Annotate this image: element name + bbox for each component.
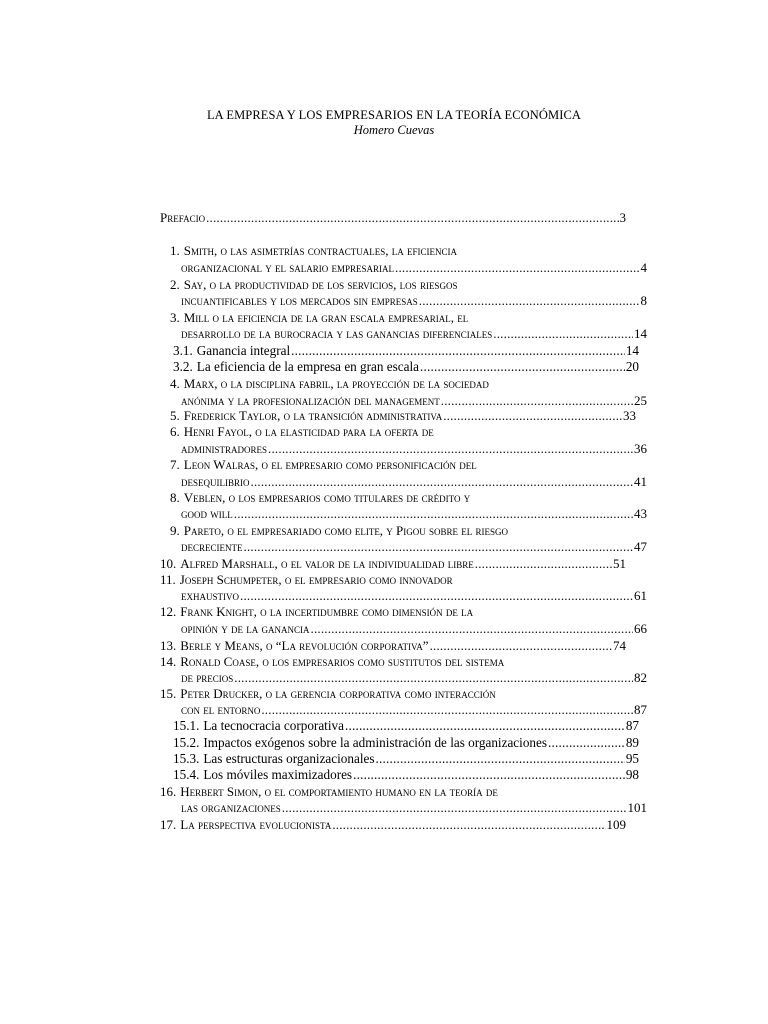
toc-leader-dots xyxy=(268,440,633,457)
toc-entry-number: 15.4. xyxy=(173,767,200,782)
toc-entry-line xyxy=(160,538,647,555)
toc-leader-dots xyxy=(234,505,633,522)
toc-leader-dots xyxy=(548,734,625,751)
document-author: Homero Cuevas xyxy=(353,123,435,137)
toc-entry-text: incuantificables y los mercados sin empresas xyxy=(181,293,418,308)
toc-entry-page: 82 xyxy=(634,670,647,685)
toc-entry-line xyxy=(160,342,639,359)
toc-leader-dots xyxy=(311,620,634,637)
toc-entry-page: 20 xyxy=(625,359,639,374)
toc-entry-number: 8. xyxy=(170,490,180,505)
toc-entry-number: 16. xyxy=(160,784,177,799)
toc-entry-line xyxy=(160,407,636,424)
toc-entry-text: La eficiencia de la empresa en gran escala xyxy=(196,359,419,374)
toc-entry-text: con el entorno xyxy=(181,702,261,717)
toc-entry-text: Las estructuras organizacionales xyxy=(203,751,375,766)
toc-entry-number: 1. xyxy=(170,243,180,258)
toc-entry-page: 95 xyxy=(625,751,639,766)
toc-entry-text: Pareto, o el empresariado como elite, y Pigou sobre el riesgo xyxy=(183,523,509,538)
toc-entry-prefacio xyxy=(160,209,626,226)
toc-entry-text: Los móviles maximizadores xyxy=(203,767,353,782)
toc-entry-text: La tecnocracia corporativa xyxy=(203,718,344,733)
toc-entry-text: Marx, o la disciplina fabril, la proyección de la sociedad xyxy=(183,376,489,391)
toc-entry-page: 74 xyxy=(613,638,626,653)
toc-entry-line xyxy=(160,783,626,800)
toc-leader-dots xyxy=(420,358,625,375)
toc-entry-text: decreciente xyxy=(181,539,243,554)
toc-entry-number: 15. xyxy=(160,686,177,701)
toc-entry-text: desequilibrio xyxy=(181,474,250,489)
toc-entry-text: Ganancia integral xyxy=(196,343,291,358)
toc-entry-line xyxy=(160,423,626,440)
toc-entry-page: 101 xyxy=(627,800,647,815)
toc-entry-text: administradores xyxy=(181,441,268,456)
toc-entry-line xyxy=(160,750,639,767)
toc-entry-line xyxy=(160,669,647,686)
toc-entry-line xyxy=(160,555,626,572)
toc-entry-text: Herbert Simon, o el comportamiento humano en la teoría de xyxy=(180,784,498,799)
toc-entry-text: desarrollo de la burocracia y las ganancias diferenciales xyxy=(181,326,493,341)
toc-entry-page: 43 xyxy=(634,506,647,521)
toc-entry-line xyxy=(160,440,647,457)
toc-leader-dots xyxy=(443,407,622,424)
toc-leader-dots xyxy=(234,669,633,686)
toc-entry-text: Impactos exógenos sobre la administración de las organizaciones xyxy=(203,735,547,750)
toc-entry-number: 9. xyxy=(170,523,180,538)
toc-leader-dots xyxy=(419,292,640,309)
toc-entry-page: 4 xyxy=(640,260,647,275)
toc-entry-page: 87 xyxy=(634,702,647,717)
toc-leader-dots xyxy=(261,701,633,718)
toc-entry-line xyxy=(160,620,647,637)
toc-entry-text: Joseph Schumpeter, o el empresario como innovador xyxy=(179,572,453,587)
toc-entry-number: 3.1. xyxy=(173,343,193,358)
toc-leader-dots xyxy=(251,473,634,490)
toc-entry-line xyxy=(160,701,647,718)
toc-entry-line xyxy=(160,292,647,309)
toc-entry-page: 14 xyxy=(634,326,647,341)
toc-leader-dots xyxy=(376,750,625,767)
toc-entry-text: de precios xyxy=(181,670,234,685)
toc-entry-text: opinión y de la ganancia xyxy=(181,621,310,636)
toc-leader-dots xyxy=(282,799,627,816)
document-title: LA EMPRESA Y LOS EMPRESARIOS EN LA TEORÍA ECONÓMICA xyxy=(206,108,582,122)
toc-entry-number: 7. xyxy=(170,457,180,472)
toc-entry-page: 41 xyxy=(634,474,647,489)
toc-entry-text: Smith, o las asimetrías contractuales, la eficiencia xyxy=(183,243,457,258)
toc-leader-dots xyxy=(291,342,625,359)
toc-entry-line xyxy=(160,717,639,734)
toc-entry-text: anónima y la profesionalización del management xyxy=(181,393,440,408)
toc-entry-line xyxy=(160,734,639,751)
toc-entry-text: Frederick Taylor, o la transición administrativa xyxy=(183,408,443,423)
toc-entry-line xyxy=(160,242,626,259)
toc-entry-text: Berle y Means, o “La revolución corporativa” xyxy=(180,638,429,653)
toc-entry-text: La perspectiva evolucionista xyxy=(180,817,332,832)
toc-entry-number: 3.2. xyxy=(173,359,193,374)
toc-leader-dots xyxy=(206,209,618,226)
toc-leader-dots xyxy=(244,538,634,555)
toc-entry-page: 51 xyxy=(613,556,626,571)
toc-entry-number: 14. xyxy=(160,654,177,669)
toc-leader-dots xyxy=(240,587,633,604)
toc-entry-text: Leon Walras, o el empresario como personificación del xyxy=(183,457,477,472)
toc-entry-number: 5. xyxy=(170,408,180,423)
toc-entry-line xyxy=(160,637,626,654)
toc-entry-line xyxy=(160,309,626,326)
toc-leader-dots xyxy=(353,766,625,783)
toc-entry-page: 8 xyxy=(640,293,647,308)
toc-entry-text: Peter Drucker, o la gerencia corporativa como interacción xyxy=(180,686,496,701)
toc-entry-number: 15.1. xyxy=(173,718,200,733)
toc-entry-number: 13. xyxy=(160,638,177,653)
toc-entry-page: 89 xyxy=(625,735,639,750)
toc-entry-line xyxy=(160,505,647,522)
toc-entry-text: Henri Fayol, o la elasticidad para la oferta de xyxy=(183,424,434,439)
toc-entry-page: 33 xyxy=(623,408,636,423)
toc-entry-text: Say, o la productividad de los servicios, los riesgos xyxy=(183,277,458,292)
toc-entry-line xyxy=(160,489,626,506)
toc-entry-line xyxy=(160,522,626,539)
toc-entry-number: 11. xyxy=(160,572,176,587)
toc-entry-text: las organizaciones xyxy=(181,800,281,815)
toc-entry-number: 6. xyxy=(170,424,180,439)
toc-entry-page: 61 xyxy=(634,588,647,603)
toc-entry-line xyxy=(160,816,626,833)
toc-leader-dots xyxy=(332,816,605,833)
toc-leader-dots xyxy=(475,555,612,572)
toc-leader-dots xyxy=(493,325,633,342)
toc-entry-line xyxy=(160,375,626,392)
toc-entry-page: 14 xyxy=(625,343,639,358)
toc-entry-line xyxy=(160,603,626,620)
toc-entry-line xyxy=(160,766,639,783)
toc-entry-page: 66 xyxy=(634,621,647,636)
toc-entry-number: 12. xyxy=(160,604,177,619)
toc-entry-number: 2. xyxy=(170,277,180,292)
toc-entry-line xyxy=(160,276,626,293)
toc-entry-line xyxy=(160,358,639,375)
toc-entry-number: 10. xyxy=(160,556,177,571)
toc-entry-page: 87 xyxy=(625,718,639,733)
toc-entry-page: 3 xyxy=(619,210,626,225)
toc-entry-text: exhaustivo xyxy=(181,588,239,603)
toc-entry-line xyxy=(160,653,626,670)
toc-entry-number: 17. xyxy=(160,817,177,832)
toc-entry-page: 36 xyxy=(634,441,647,456)
toc-entry-line xyxy=(160,259,647,276)
toc-entry-line xyxy=(160,456,626,473)
toc-entry-text: Ronald Coase, o los empresarios como sustitutos del sistema xyxy=(180,654,505,669)
toc-entry-text: Mill o la eficiencia de la gran escala empresarial, el xyxy=(183,310,469,325)
toc-entry-page: 109 xyxy=(606,817,626,832)
toc-leader-dots xyxy=(430,637,612,654)
toc-entry-text: Veblen, o los empresarios como titulares de crédito y xyxy=(183,490,471,505)
toc-entry-number: 15.3. xyxy=(173,751,200,766)
toc-entry-line xyxy=(160,685,626,702)
toc-leader-dots xyxy=(345,717,625,734)
toc-entry-number: 4. xyxy=(170,376,180,391)
toc-entry-text: good will xyxy=(181,506,233,521)
toc-entry-line xyxy=(160,587,647,604)
toc-entry-line xyxy=(160,799,647,816)
toc-entry-page: 98 xyxy=(625,767,639,782)
toc-entry-line xyxy=(160,325,647,342)
toc-entry-line xyxy=(160,473,647,490)
toc-entry-text: Prefacio xyxy=(160,210,206,225)
toc-leader-dots xyxy=(395,259,640,276)
toc-entry-text: organizacional y el salario empresarial xyxy=(181,260,394,275)
toc-entry-text: Frank Knight, o la incertidumbre como dimensión de la xyxy=(180,604,474,619)
toc-entry-page: 25 xyxy=(634,393,647,408)
toc-entry-number: 3. xyxy=(170,310,180,325)
toc-entry-line xyxy=(160,571,626,588)
toc-entry-text: Alfred Marshall, o el valor de la individualidad libre xyxy=(180,556,474,571)
toc-entry-number: 15.2. xyxy=(173,735,200,750)
toc-entry-page: 47 xyxy=(634,539,647,554)
